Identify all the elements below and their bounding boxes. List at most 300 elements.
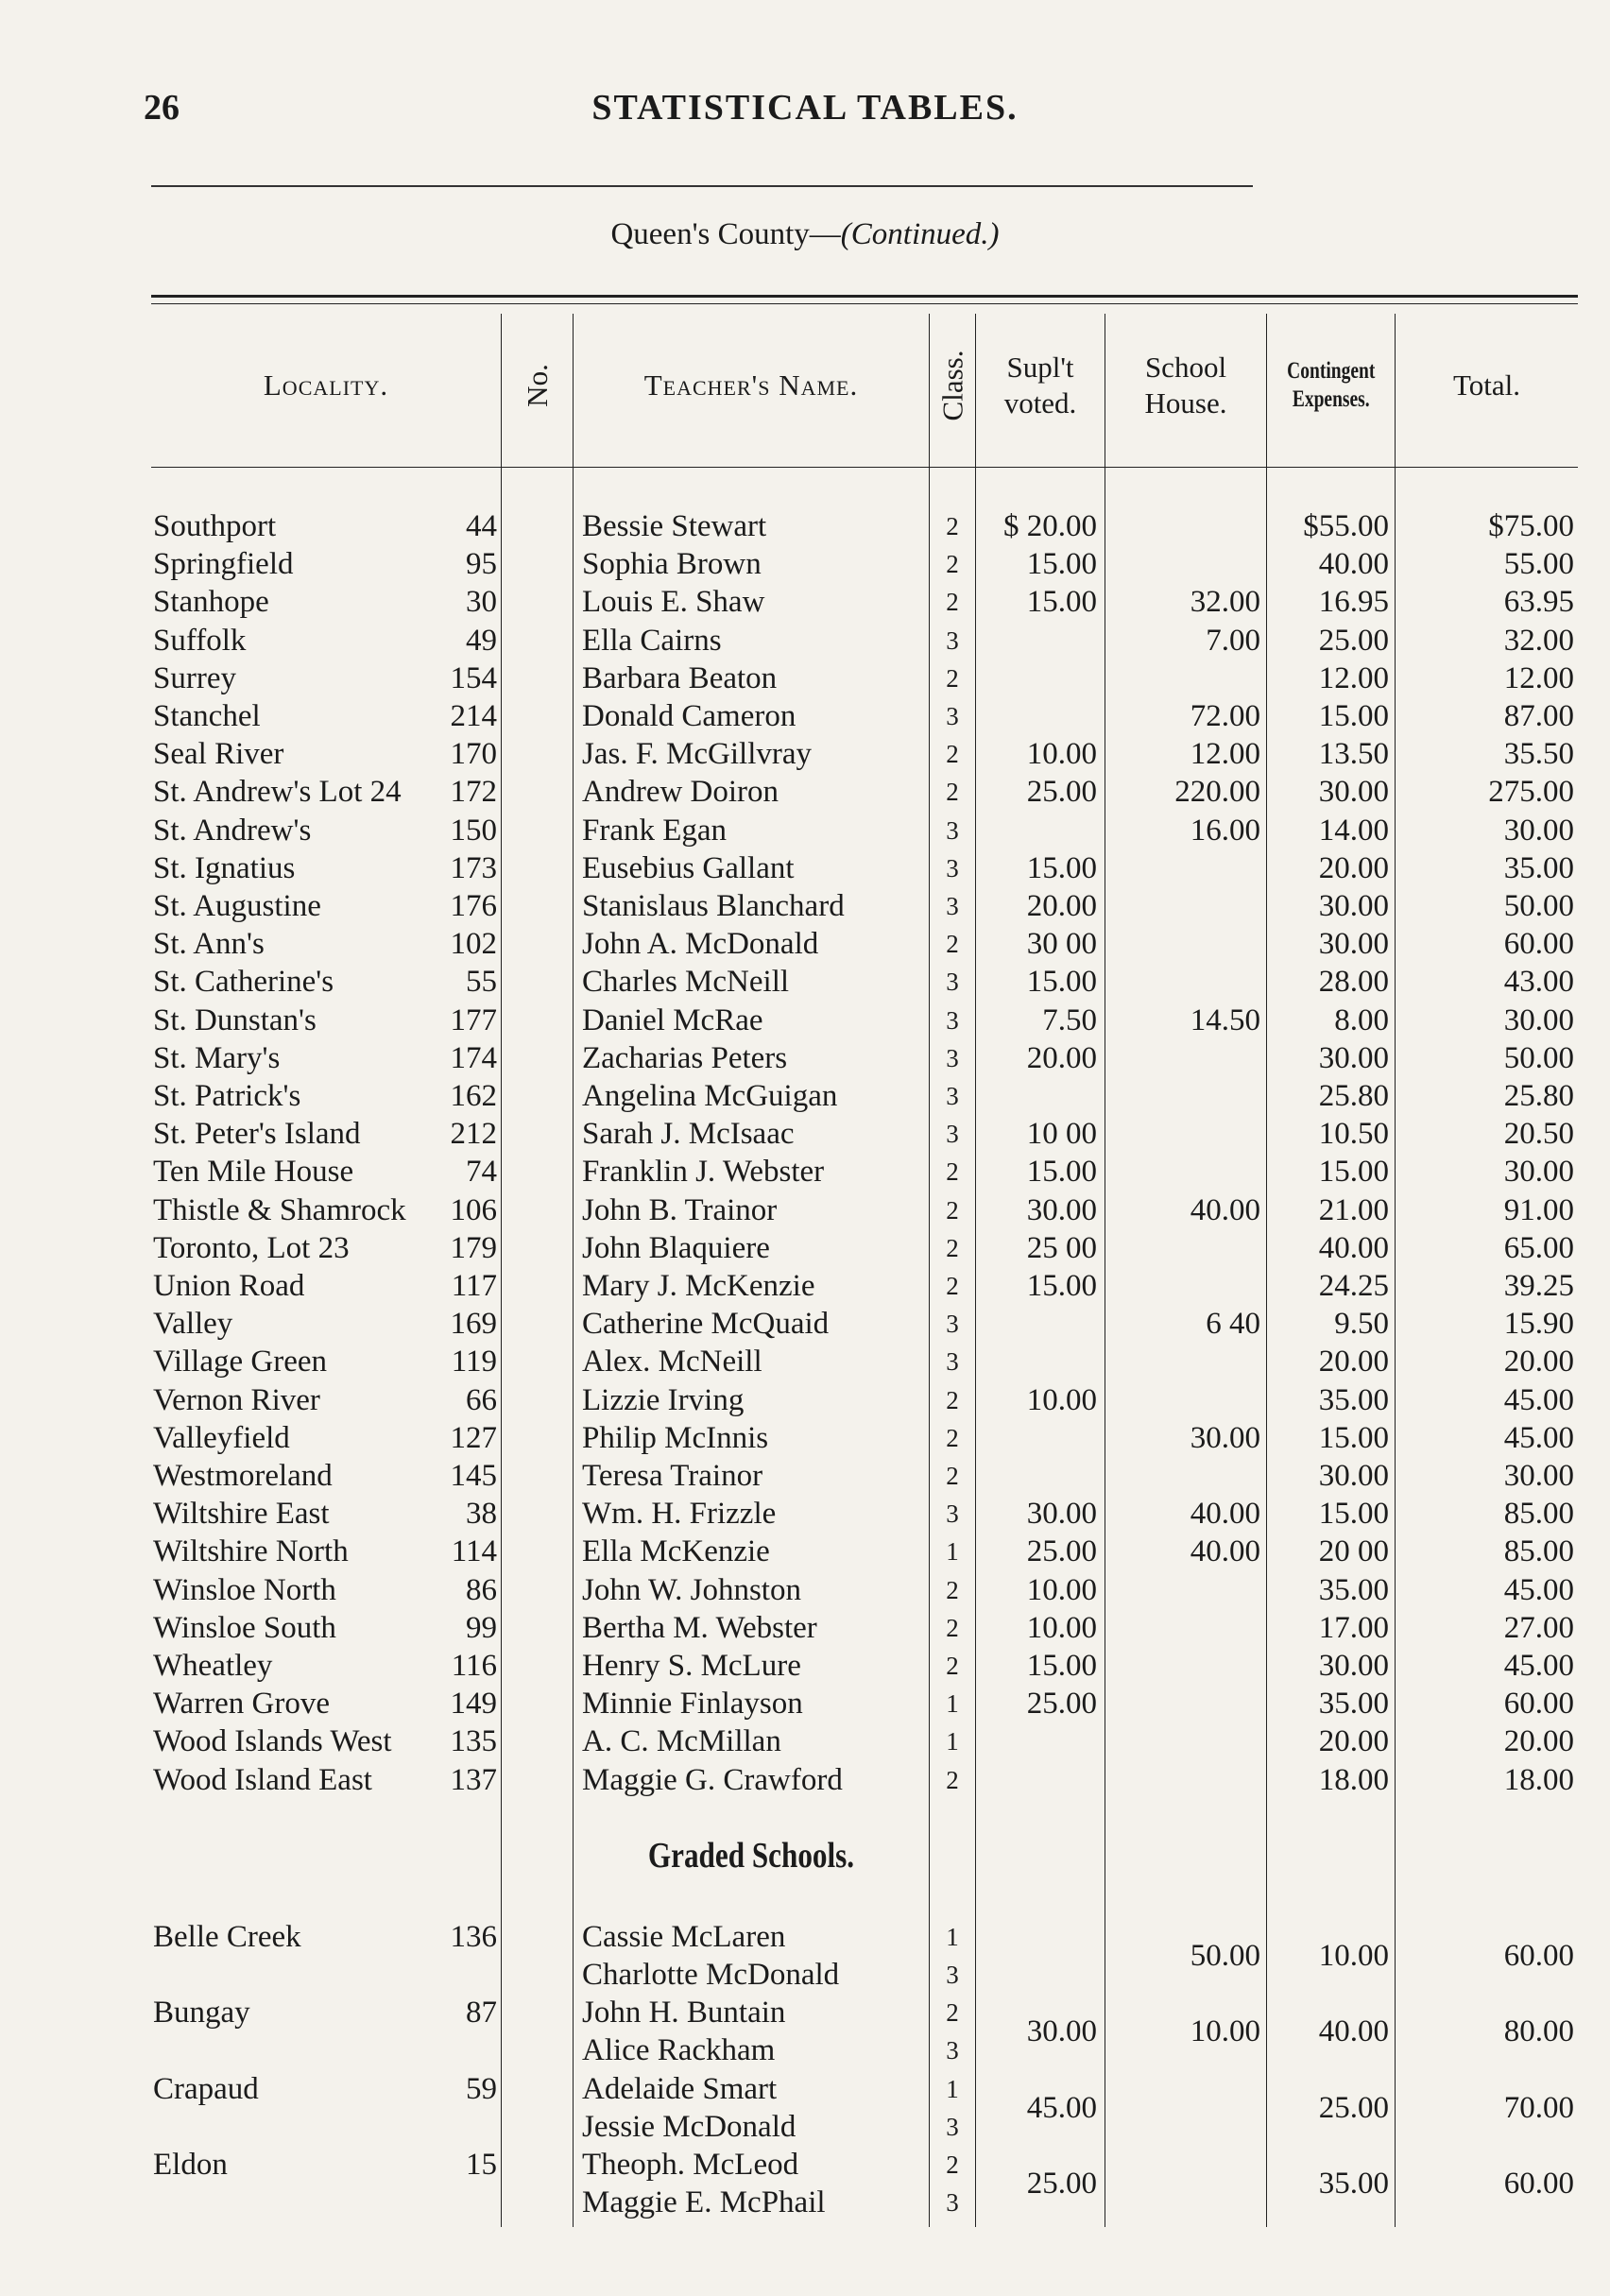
teacher-name-cell: Jas. F. McGillvray — [582, 737, 813, 772]
school-house-cell: 16.00 — [1190, 813, 1260, 848]
contingent-cell: 20.00 — [1318, 850, 1389, 885]
class-cell: 3 — [946, 2112, 959, 2141]
teacher-name-cell: Ella Cairns — [582, 623, 722, 658]
class-cell: 3 — [946, 1005, 959, 1035]
teacher-name-cell: John H. Buntain — [582, 1996, 786, 2030]
locality-cell: Suffolk — [153, 623, 247, 658]
class-cell: 2 — [946, 1385, 959, 1414]
locality-cell: St. Patrick's — [153, 1079, 301, 1113]
school-number-cell: 135 — [450, 1724, 497, 1759]
school-house-cell: 12.00 — [1190, 737, 1260, 772]
class-cell: 2 — [946, 740, 959, 769]
supplement-cell: 25 00 — [1026, 1230, 1097, 1265]
school-number-cell: 44 — [466, 509, 497, 543]
contingent-cell: $55.00 — [1303, 509, 1389, 543]
table-row — [151, 660, 1578, 697]
table-row — [151, 1609, 1578, 1647]
teacher-name-cell: Franklin J. Webster — [582, 1155, 825, 1190]
supplement-cell: 15.00 — [1026, 1155, 1097, 1190]
school-house-cell: 6 40 — [1206, 1307, 1260, 1342]
class-cell: 1 — [946, 1922, 959, 1951]
school-number-cell: 173 — [450, 850, 497, 885]
class-cell: 2 — [946, 1652, 959, 1680]
locality-cell: Wiltshire North — [153, 1534, 349, 1569]
graded-amounts-row — [151, 2013, 1578, 2050]
table-row — [151, 1647, 1578, 1685]
class-cell: 2 — [946, 778, 959, 807]
teacher-name-cell: Minnie Finlayson — [582, 1687, 803, 1722]
teacher-name-cell: Charles McNeill — [582, 965, 790, 1000]
statistics-table — [151, 295, 1578, 2220]
school-number-cell: 212 — [450, 1117, 497, 1152]
school-number-cell: 127 — [450, 1420, 497, 1455]
col-contingent: Contingent Expenses. — [1286, 358, 1376, 412]
school-house-cell: 40.00 — [1190, 1192, 1260, 1227]
supplement-cell: $ 20.00 — [1003, 509, 1097, 543]
supplement-cell: 7.50 — [1042, 1002, 1097, 1037]
locality-cell: St. Mary's — [153, 1040, 281, 1075]
table-row — [151, 1229, 1578, 1267]
col-teacher: Teacher's Name. — [643, 368, 859, 402]
total-cell: 60.00 — [1503, 927, 1574, 962]
county-continued: (Continued.) — [840, 217, 1000, 251]
contingent-cell: 25.00 — [1318, 623, 1389, 658]
class-cell: 2 — [946, 1272, 959, 1300]
teacher-name-cell: Stanislaus Blanchard — [582, 889, 845, 923]
teacher-name-cell: Charlotte McDonald — [582, 1958, 840, 1992]
col-divider — [929, 314, 930, 2227]
total-cell: 55.00 — [1503, 547, 1574, 582]
contingent-cell: 14.00 — [1318, 813, 1389, 848]
school-number-cell: 30 — [466, 585, 497, 620]
class-cell: 1 — [946, 1727, 959, 1756]
contingent-cell: 21.00 — [1318, 1192, 1389, 1227]
total-cell: 91.00 — [1503, 1192, 1574, 1227]
class-cell: 1 — [946, 1689, 959, 1719]
teacher-name-cell: Alex. McNeill — [582, 1345, 762, 1379]
school-house-cell: 10.00 — [1190, 2014, 1260, 2049]
total-cell: 32.00 — [1503, 623, 1574, 658]
class-cell: 3 — [946, 968, 959, 997]
teacher-name-cell: Louis E. Shaw — [582, 585, 765, 620]
supplement-cell: 10.00 — [1026, 737, 1097, 772]
school-house-cell: 40.00 — [1190, 1534, 1260, 1569]
contingent-cell: 17.00 — [1318, 1610, 1389, 1645]
total-cell: 50.00 — [1503, 1040, 1574, 1075]
school-house-cell: 32.00 — [1190, 585, 1260, 620]
supplement-cell: 15.00 — [1026, 1269, 1097, 1303]
school-number-cell: 150 — [450, 813, 497, 848]
contingent-cell: 10.50 — [1318, 1117, 1389, 1152]
contingent-cell: 30.00 — [1318, 927, 1389, 962]
col-total: Total. — [1452, 368, 1520, 402]
total-cell: 30.00 — [1503, 1459, 1574, 1493]
teacher-name-cell: Theoph. McLeod — [582, 2148, 799, 2182]
school-house-cell: 220.00 — [1174, 775, 1260, 810]
col-supl: Supl't voted. — [1003, 351, 1077, 420]
col-divider — [975, 314, 976, 2227]
contingent-cell: 30.00 — [1318, 1459, 1389, 1493]
teacher-name-cell: Teresa Trainor — [582, 1459, 763, 1493]
class-cell: 2 — [946, 1462, 959, 1490]
class-cell: 1 — [946, 2074, 959, 2103]
school-number-cell: 145 — [450, 1459, 497, 1493]
contingent-cell: 9.50 — [1334, 1307, 1389, 1342]
table-row — [151, 1381, 1578, 1419]
class-cell: 2 — [946, 1575, 959, 1604]
teacher-name-cell: Jessie McDonald — [582, 2109, 796, 2144]
school-number-cell: 179 — [450, 1230, 497, 1265]
locality-cell: St. Andrew's Lot 24 — [153, 775, 402, 810]
supplement-cell: 25.00 — [1026, 775, 1097, 810]
supplement-cell: 25.00 — [1026, 2167, 1097, 2202]
table-row — [151, 849, 1578, 887]
total-cell: 43.00 — [1503, 965, 1574, 1000]
locality-cell: Westmoreland — [153, 1459, 333, 1493]
teacher-name-cell: Mary J. McKenzie — [582, 1269, 815, 1303]
total-cell: 70.00 — [1503, 2090, 1574, 2125]
contingent-cell: 35.00 — [1318, 1687, 1389, 1722]
supplement-cell: 15.00 — [1026, 585, 1097, 620]
school-number-cell: 149 — [450, 1687, 497, 1722]
school-number-cell: 86 — [466, 1572, 497, 1607]
school-house-cell: 14.50 — [1190, 1002, 1260, 1037]
col-class: Class. — [935, 350, 968, 421]
class-cell: 3 — [946, 1961, 959, 1989]
col-divider — [1395, 314, 1396, 2227]
total-cell: 63.95 — [1503, 585, 1574, 620]
table-row — [151, 1685, 1578, 1722]
table-row — [151, 1039, 1578, 1077]
locality-cell: Wood Island East — [153, 1762, 372, 1797]
contingent-cell: 24.25 — [1318, 1269, 1389, 1303]
supplement-cell: 45.00 — [1026, 2090, 1097, 2125]
locality-cell: Valleyfield — [153, 1420, 290, 1455]
locality-cell: Southport — [153, 509, 277, 543]
table-row — [151, 1722, 1578, 1760]
table-row — [151, 1305, 1578, 1343]
table-row — [151, 507, 1578, 545]
school-number-cell: 114 — [451, 1534, 497, 1569]
teacher-name-cell: Wm. H. Frizzle — [582, 1497, 777, 1532]
total-cell: 60.00 — [1503, 1938, 1574, 1973]
contingent-cell: 40.00 — [1318, 2014, 1389, 2049]
contingent-cell: 8.00 — [1334, 1002, 1389, 1037]
locality-cell: Stanchel — [153, 699, 261, 733]
table-row — [151, 773, 1578, 811]
class-cell: 2 — [946, 663, 959, 693]
total-cell: 60.00 — [1503, 2167, 1574, 2202]
total-cell: 20.00 — [1503, 1724, 1574, 1759]
school-number-cell: 116 — [451, 1649, 497, 1683]
school-number-cell: 172 — [450, 775, 497, 810]
school-number-cell: 99 — [466, 1610, 497, 1645]
contingent-cell: 20.00 — [1318, 1724, 1389, 1759]
teacher-name-cell: Eusebius Gallant — [582, 850, 795, 885]
table-row — [151, 1457, 1578, 1495]
class-cell: 2 — [946, 2150, 959, 2179]
school-number-cell: 38 — [466, 1497, 497, 1532]
table-header — [151, 304, 1578, 468]
teacher-name-cell: Bessie Stewart — [582, 509, 767, 543]
locality-cell: Union Road — [153, 1269, 305, 1303]
teacher-name-cell: Daniel McRae — [582, 1002, 763, 1037]
school-number-cell: 59 — [466, 2071, 497, 2106]
county-heading — [0, 217, 1610, 252]
contingent-cell: 35.00 — [1318, 1572, 1389, 1607]
school-house-cell: 7.00 — [1206, 623, 1260, 658]
locality-cell: Village Green — [153, 1345, 328, 1379]
school-house-cell: 72.00 — [1190, 699, 1260, 733]
teacher-name-cell: Cassie McLaren — [582, 1919, 786, 1954]
total-cell: 80.00 — [1503, 2014, 1574, 2049]
class-cell: 3 — [946, 1347, 959, 1377]
teacher-name-cell: Bertha M. Webster — [582, 1610, 817, 1645]
school-house-cell: 50.00 — [1190, 1938, 1260, 1973]
total-cell: 20.50 — [1503, 1117, 1574, 1152]
locality-cell: Warren Grove — [153, 1687, 330, 1722]
teacher-name-cell: Lizzie Irving — [582, 1382, 745, 1417]
supplement-cell: 15.00 — [1026, 1649, 1097, 1683]
graded-amounts-row — [151, 1937, 1578, 1975]
school-number-cell: 49 — [466, 623, 497, 658]
school-number-cell: 177 — [450, 1002, 497, 1037]
locality-cell: St. Dunstan's — [153, 1002, 317, 1037]
school-number-cell: 95 — [466, 547, 497, 582]
total-cell: 30.00 — [1503, 1155, 1574, 1190]
title-rule — [151, 185, 1253, 187]
school-number-cell: 169 — [450, 1307, 497, 1342]
class-cell: 3 — [946, 2188, 959, 2218]
locality-cell: Belle Creek — [153, 1919, 301, 1954]
contingent-cell: 13.50 — [1318, 737, 1389, 772]
total-cell: 30.00 — [1503, 813, 1574, 848]
contingent-cell: 30.00 — [1318, 775, 1389, 810]
total-cell: 85.00 — [1503, 1497, 1574, 1532]
graded-amounts-row — [151, 2089, 1578, 2127]
class-cell: 3 — [946, 2036, 959, 2065]
contingent-cell: 12.00 — [1318, 660, 1389, 695]
teacher-name-cell: Alice Rackham — [582, 2033, 776, 2068]
teacher-name-cell: Zacharias Peters — [582, 1040, 788, 1075]
total-cell: 87.00 — [1503, 699, 1574, 733]
teacher-name-cell: Henry S. McLure — [582, 1649, 801, 1683]
total-cell: 15.90 — [1503, 1307, 1574, 1342]
contingent-cell: 10.00 — [1318, 1938, 1389, 1973]
contingent-cell: 15.00 — [1318, 1155, 1389, 1190]
school-number-cell: 170 — [450, 737, 497, 772]
contingent-cell: 15.00 — [1318, 1420, 1389, 1455]
class-cell: 3 — [946, 1310, 959, 1339]
class-cell: 3 — [946, 702, 959, 730]
locality-cell: St. Augustine — [153, 889, 321, 923]
school-number-cell: 162 — [450, 1079, 497, 1113]
table-row — [151, 1077, 1578, 1115]
locality-cell: Thistle & Shamrock — [153, 1192, 406, 1227]
locality-cell: Crapaud — [153, 2071, 259, 2106]
class-cell: 2 — [946, 1998, 959, 2028]
class-cell: 2 — [946, 1613, 959, 1642]
table-top-rule — [151, 295, 1578, 304]
total-cell: 12.00 — [1503, 660, 1574, 695]
class-cell: 2 — [946, 550, 959, 579]
teacher-name-cell: Andrew Doiron — [582, 775, 779, 810]
contingent-cell: 30.00 — [1318, 1040, 1389, 1075]
locality-cell: Winsloe North — [153, 1572, 336, 1607]
class-cell: 2 — [946, 1233, 959, 1262]
supplement-cell: 15.00 — [1026, 965, 1097, 1000]
school-number-cell: 214 — [450, 699, 497, 733]
class-cell: 3 — [946, 1499, 959, 1529]
table-row — [151, 812, 1578, 849]
locality-cell: Vernon River — [153, 1382, 320, 1417]
locality-cell: Valley — [153, 1307, 233, 1342]
class-cell: 2 — [946, 1195, 959, 1225]
locality-cell: Winsloe South — [153, 1610, 336, 1645]
teacher-name-cell: Donald Cameron — [582, 699, 796, 733]
total-cell: 20.00 — [1503, 1345, 1574, 1379]
class-cell: 2 — [946, 512, 959, 540]
contingent-cell: 28.00 — [1318, 965, 1389, 1000]
supplement-cell: 25.00 — [1026, 1687, 1097, 1722]
table-row — [151, 963, 1578, 1001]
locality-cell: Bungay — [153, 1996, 250, 2030]
contingent-cell: 30.00 — [1318, 889, 1389, 923]
locality-cell: St. Ann's — [153, 927, 265, 962]
supplement-cell: 10.00 — [1026, 1382, 1097, 1417]
locality-cell: Eldon — [153, 2148, 228, 2182]
class-cell: 2 — [946, 1157, 959, 1187]
table-row — [151, 622, 1578, 660]
class-cell: 3 — [946, 1120, 959, 1149]
school-number-cell: 136 — [450, 1919, 497, 1954]
county-name: Queen's County— — [610, 217, 841, 251]
school-number-cell: 119 — [451, 1345, 497, 1379]
total-cell: 30.00 — [1503, 1002, 1574, 1037]
col-house: School House. — [1144, 351, 1227, 420]
contingent-cell: 25.80 — [1318, 1079, 1389, 1113]
table-row — [151, 545, 1578, 583]
locality-cell: Toronto, Lot 23 — [153, 1230, 350, 1265]
col-divider — [1266, 314, 1267, 2227]
supplement-cell: 30.00 — [1026, 1192, 1097, 1227]
school-house-cell: 30.00 — [1190, 1420, 1260, 1455]
table-row — [151, 583, 1578, 621]
running-title: STATISTICAL TABLES. — [591, 88, 1019, 128]
contingent-cell: 40.00 — [1318, 547, 1389, 582]
total-cell: 45.00 — [1503, 1420, 1574, 1455]
class-cell: 2 — [946, 930, 959, 959]
school-number-cell: 15 — [466, 2148, 497, 2182]
contingent-cell: 15.00 — [1318, 699, 1389, 733]
locality-cell: Surrey — [153, 660, 236, 695]
table-row — [151, 1343, 1578, 1380]
class-cell: 2 — [946, 1423, 959, 1452]
table-row — [151, 1761, 1578, 1799]
total-cell: 65.00 — [1503, 1230, 1574, 1265]
supplement-cell: 30.00 — [1026, 1497, 1097, 1532]
locality-cell: Wiltshire East — [153, 1497, 330, 1532]
class-cell: 3 — [946, 1043, 959, 1072]
teacher-name-cell: Ella McKenzie — [582, 1534, 770, 1569]
class-cell: 2 — [946, 588, 959, 617]
school-number-cell: 87 — [466, 1996, 497, 2030]
class-cell: 3 — [946, 625, 959, 655]
contingent-cell: 20.00 — [1318, 1345, 1389, 1379]
table-row — [151, 735, 1578, 773]
class-cell: 3 — [946, 892, 959, 920]
total-cell: $75.00 — [1488, 509, 1574, 543]
table-row — [151, 1571, 1578, 1609]
contingent-cell: 35.00 — [1318, 2167, 1389, 2202]
supplement-cell: 15.00 — [1026, 547, 1097, 582]
teacher-name-cell: John Blaquiere — [582, 1230, 770, 1265]
total-cell: 45.00 — [1503, 1572, 1574, 1607]
supplement-cell: 30.00 — [1026, 2014, 1097, 2049]
school-number-cell: 66 — [466, 1382, 497, 1417]
table-row — [151, 1419, 1578, 1457]
total-cell: 35.00 — [1503, 850, 1574, 885]
table-row — [151, 1191, 1578, 1229]
locality-cell: St. Andrew's — [153, 813, 312, 848]
contingent-cell: 25.00 — [1318, 2090, 1389, 2125]
school-number-cell: 137 — [450, 1762, 497, 1797]
total-cell: 27.00 — [1503, 1610, 1574, 1645]
locality-cell: Springfield — [153, 547, 294, 582]
table-row — [151, 1115, 1578, 1153]
total-cell: 45.00 — [1503, 1382, 1574, 1417]
table-row — [151, 887, 1578, 925]
total-cell: 60.00 — [1503, 1687, 1574, 1722]
locality-cell: St. Ignatius — [153, 850, 296, 885]
table-row — [151, 1153, 1578, 1191]
table-row — [151, 1002, 1578, 1039]
teacher-name-cell: John B. Trainor — [582, 1192, 778, 1227]
locality-cell: Seal River — [153, 737, 284, 772]
col-divider — [573, 314, 574, 2227]
class-cell: 3 — [946, 1082, 959, 1110]
col-divider — [501, 314, 502, 2227]
contingent-cell: 20 00 — [1318, 1534, 1389, 1569]
table-row — [151, 1267, 1578, 1305]
teacher-name-cell: Maggie E. McPhail — [582, 2185, 826, 2220]
teacher-name-cell: Angelina McGuigan — [582, 1079, 838, 1113]
contingent-cell: 18.00 — [1318, 1762, 1389, 1797]
supplement-cell: 30 00 — [1026, 927, 1097, 962]
school-number-cell: 176 — [450, 889, 497, 923]
supplement-cell: 10.00 — [1026, 1572, 1097, 1607]
supplement-cell: 20.00 — [1026, 889, 1097, 923]
school-house-cell: 40.00 — [1190, 1497, 1260, 1532]
graded-schools-heading: Graded Schools. — [647, 1835, 855, 1876]
total-cell: 25.80 — [1503, 1079, 1574, 1113]
contingent-cell: 16.95 — [1318, 585, 1389, 620]
contingent-cell: 40.00 — [1318, 1230, 1389, 1265]
graded-amounts-row — [151, 2165, 1578, 2202]
teacher-name-cell: Maggie G. Crawford — [582, 1762, 843, 1797]
school-number-cell: 154 — [450, 660, 497, 695]
total-cell: 39.25 — [1503, 1269, 1574, 1303]
page-number: 26 — [144, 88, 180, 128]
teacher-name-cell: Philip McInnis — [582, 1420, 769, 1455]
contingent-cell: 15.00 — [1318, 1497, 1389, 1532]
supplement-cell: 15.00 — [1026, 850, 1097, 885]
total-cell: 275.00 — [1488, 775, 1574, 810]
locality-cell: St. Catherine's — [153, 965, 334, 1000]
school-number-cell: 55 — [466, 965, 497, 1000]
table-row — [151, 697, 1578, 735]
locality-cell: Wheatley — [153, 1649, 273, 1683]
